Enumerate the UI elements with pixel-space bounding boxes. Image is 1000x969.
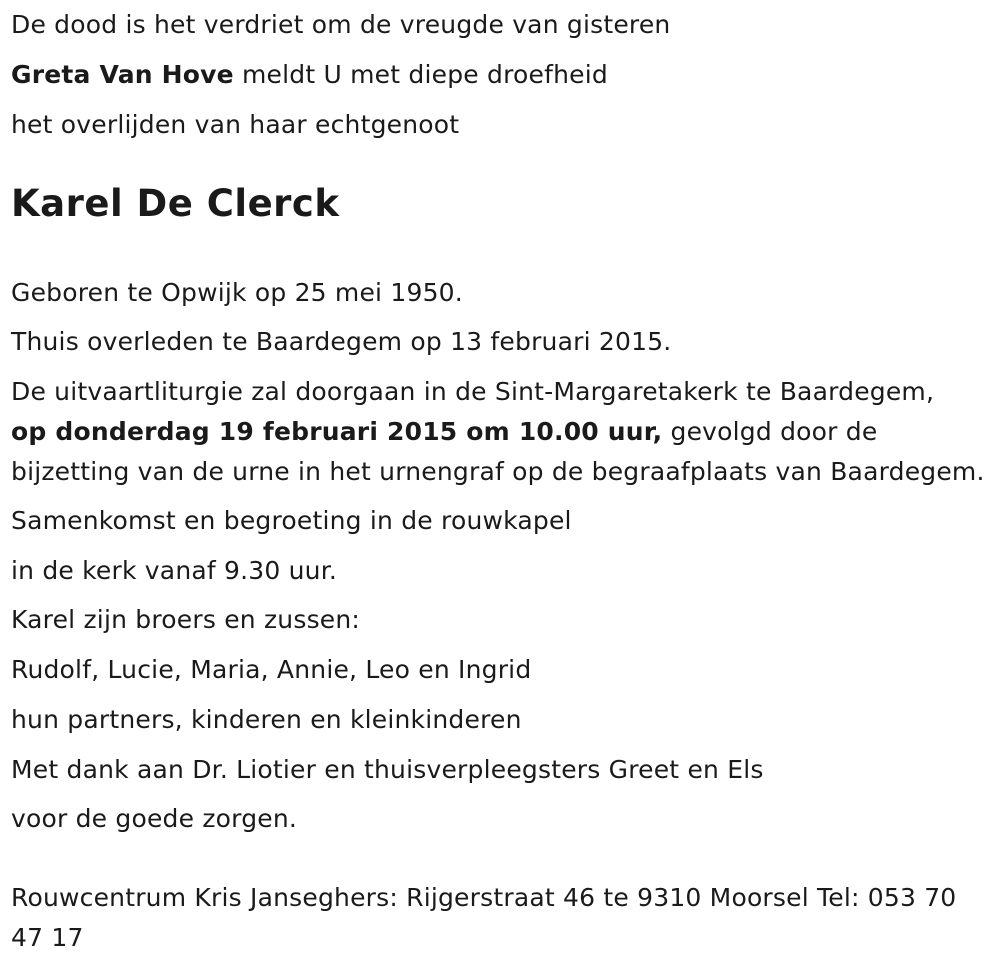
funeral-home-footer: Rouwcentrum Kris Janseghers: Rijgerstraat 46 te 9310 Moorsel Tel: 053 70 47 17 (11, 883, 957, 952)
funeral-paragraph (11, 372, 996, 492)
death-line: Thuis overleden te Baardegem op 13 februari 2015. (11, 327, 672, 356)
siblings-line: Rudolf, Lucie, Maria, Annie, Leo en Ingrid (11, 655, 532, 684)
family-intro: Karel zijn broers en zussen: (11, 605, 361, 634)
funeral-rest: gevolgd door de bijzetting van de urne in het urnengraf op de begraafplaats van Baardegem. (11, 417, 985, 486)
funeral-datetime: op donderdag 19 februari 2015 om 10.00 uur, (11, 417, 663, 446)
announcement-line (11, 60, 608, 90)
extended-family-line: hun partners, kinderen en kleinkinderen (11, 705, 522, 734)
gathering-line-1: Samenkomst en begroeting in de rouwkapel (11, 506, 572, 535)
birth-line: Geboren te Opwijk op 25 mei 1950. (11, 278, 463, 307)
thanks-line-1: Met dank aan Dr. Liotier en thuisverpleegsters Greet en Els (11, 755, 764, 784)
relation-line: het overlijden van haar echtgenoot (11, 110, 460, 139)
announcer-name: Greta Van Hove (11, 60, 234, 89)
gathering-line-2: in de kerk vanaf 9.30 uur. (11, 556, 338, 585)
funeral-intro: De uitvaartliturgie zal doorgaan in de Sint-Margaretakerk te Baardegem, (11, 377, 935, 406)
deceased-name: Karel De Clerck (11, 182, 340, 225)
announcement-text: meldt U met diepe droefheid (233, 60, 608, 89)
opening-quote: De dood is het verdriet om de vreugde van gisteren (11, 10, 671, 39)
thanks-line-2: voor de goede zorgen. (11, 804, 298, 833)
